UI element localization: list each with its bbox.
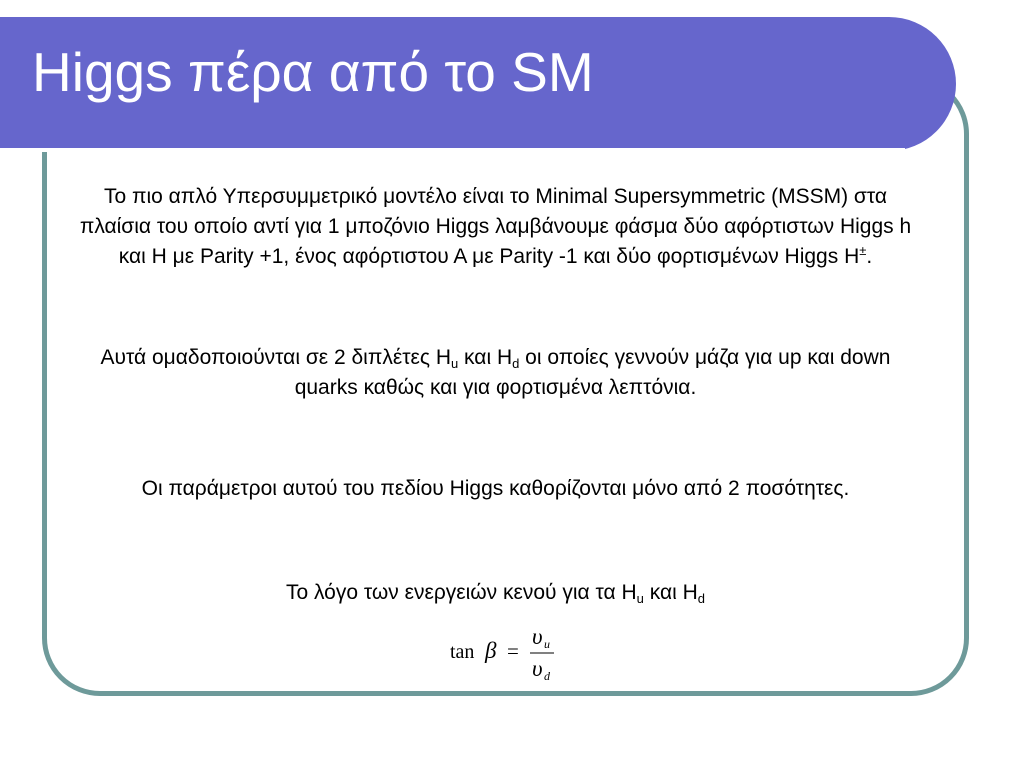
parameters-paragraph: Οι παράμετροι αυτού του πεδίου Higgs καθορίζονται μόνο από 2 ποσότητες. [141, 477, 850, 500]
formula-numerator-subscript: u [544, 637, 550, 651]
formula-tan: tan [450, 641, 475, 663]
paragraph-period: . [866, 245, 873, 268]
charge-superscript: ± [859, 243, 867, 258]
vev-ratio-text-part-2: και H [643, 581, 698, 604]
vev-hd-subscript: d [697, 591, 706, 606]
formula-beta: β [485, 638, 497, 663]
formula-numerator: υ [532, 624, 543, 649]
vev-ratio-text-part-1: Το λόγο των ενεργειών κενού για τα H [285, 581, 637, 604]
vev-ratio-paragraph [78, 578, 913, 608]
mssm-description-paragraph [78, 182, 913, 272]
doublets-paragraph [78, 343, 913, 403]
doublets-text-part-1: Αυτά ομαδοποιούνται σε 2 διπλέτες H [100, 346, 451, 369]
hu-subscript: u [450, 356, 459, 371]
slide-title: Higgs πέρα από το SM [32, 41, 594, 103]
title-underline [0, 148, 905, 152]
mssm-description-text: Το πιο απλό Υπερσυμμετρικό μοντέλο είναι το Minimal Supersymmetric (MSSM) στα πλαίσια του οποίο αντί για 1 μποζόνιο Higgs λαμβάνουμε φάσμα δύο αφόρτιστων Higgs h και H με Parity +1, ένος αφόρτιστου Α με Parity -1 και δύο φορτισμένων Higgs H [79, 185, 912, 268]
formula-denominator-subscript: d [544, 669, 550, 683]
formula-equals: = [507, 639, 519, 663]
vev-hu-subscript: u [636, 591, 644, 606]
formula-denominator: υ [532, 656, 543, 681]
hd-subscript: d [512, 356, 520, 371]
tan-beta-formula [450, 624, 590, 688]
doublets-text-part-2: και H [458, 346, 513, 369]
tan-beta-formula-svg [450, 624, 590, 688]
doublets-text-part-3: οι οποίες γεννούν μάζα για up και down quarks καθώς και για φορτισμένα λεπτόνια. [294, 346, 891, 399]
